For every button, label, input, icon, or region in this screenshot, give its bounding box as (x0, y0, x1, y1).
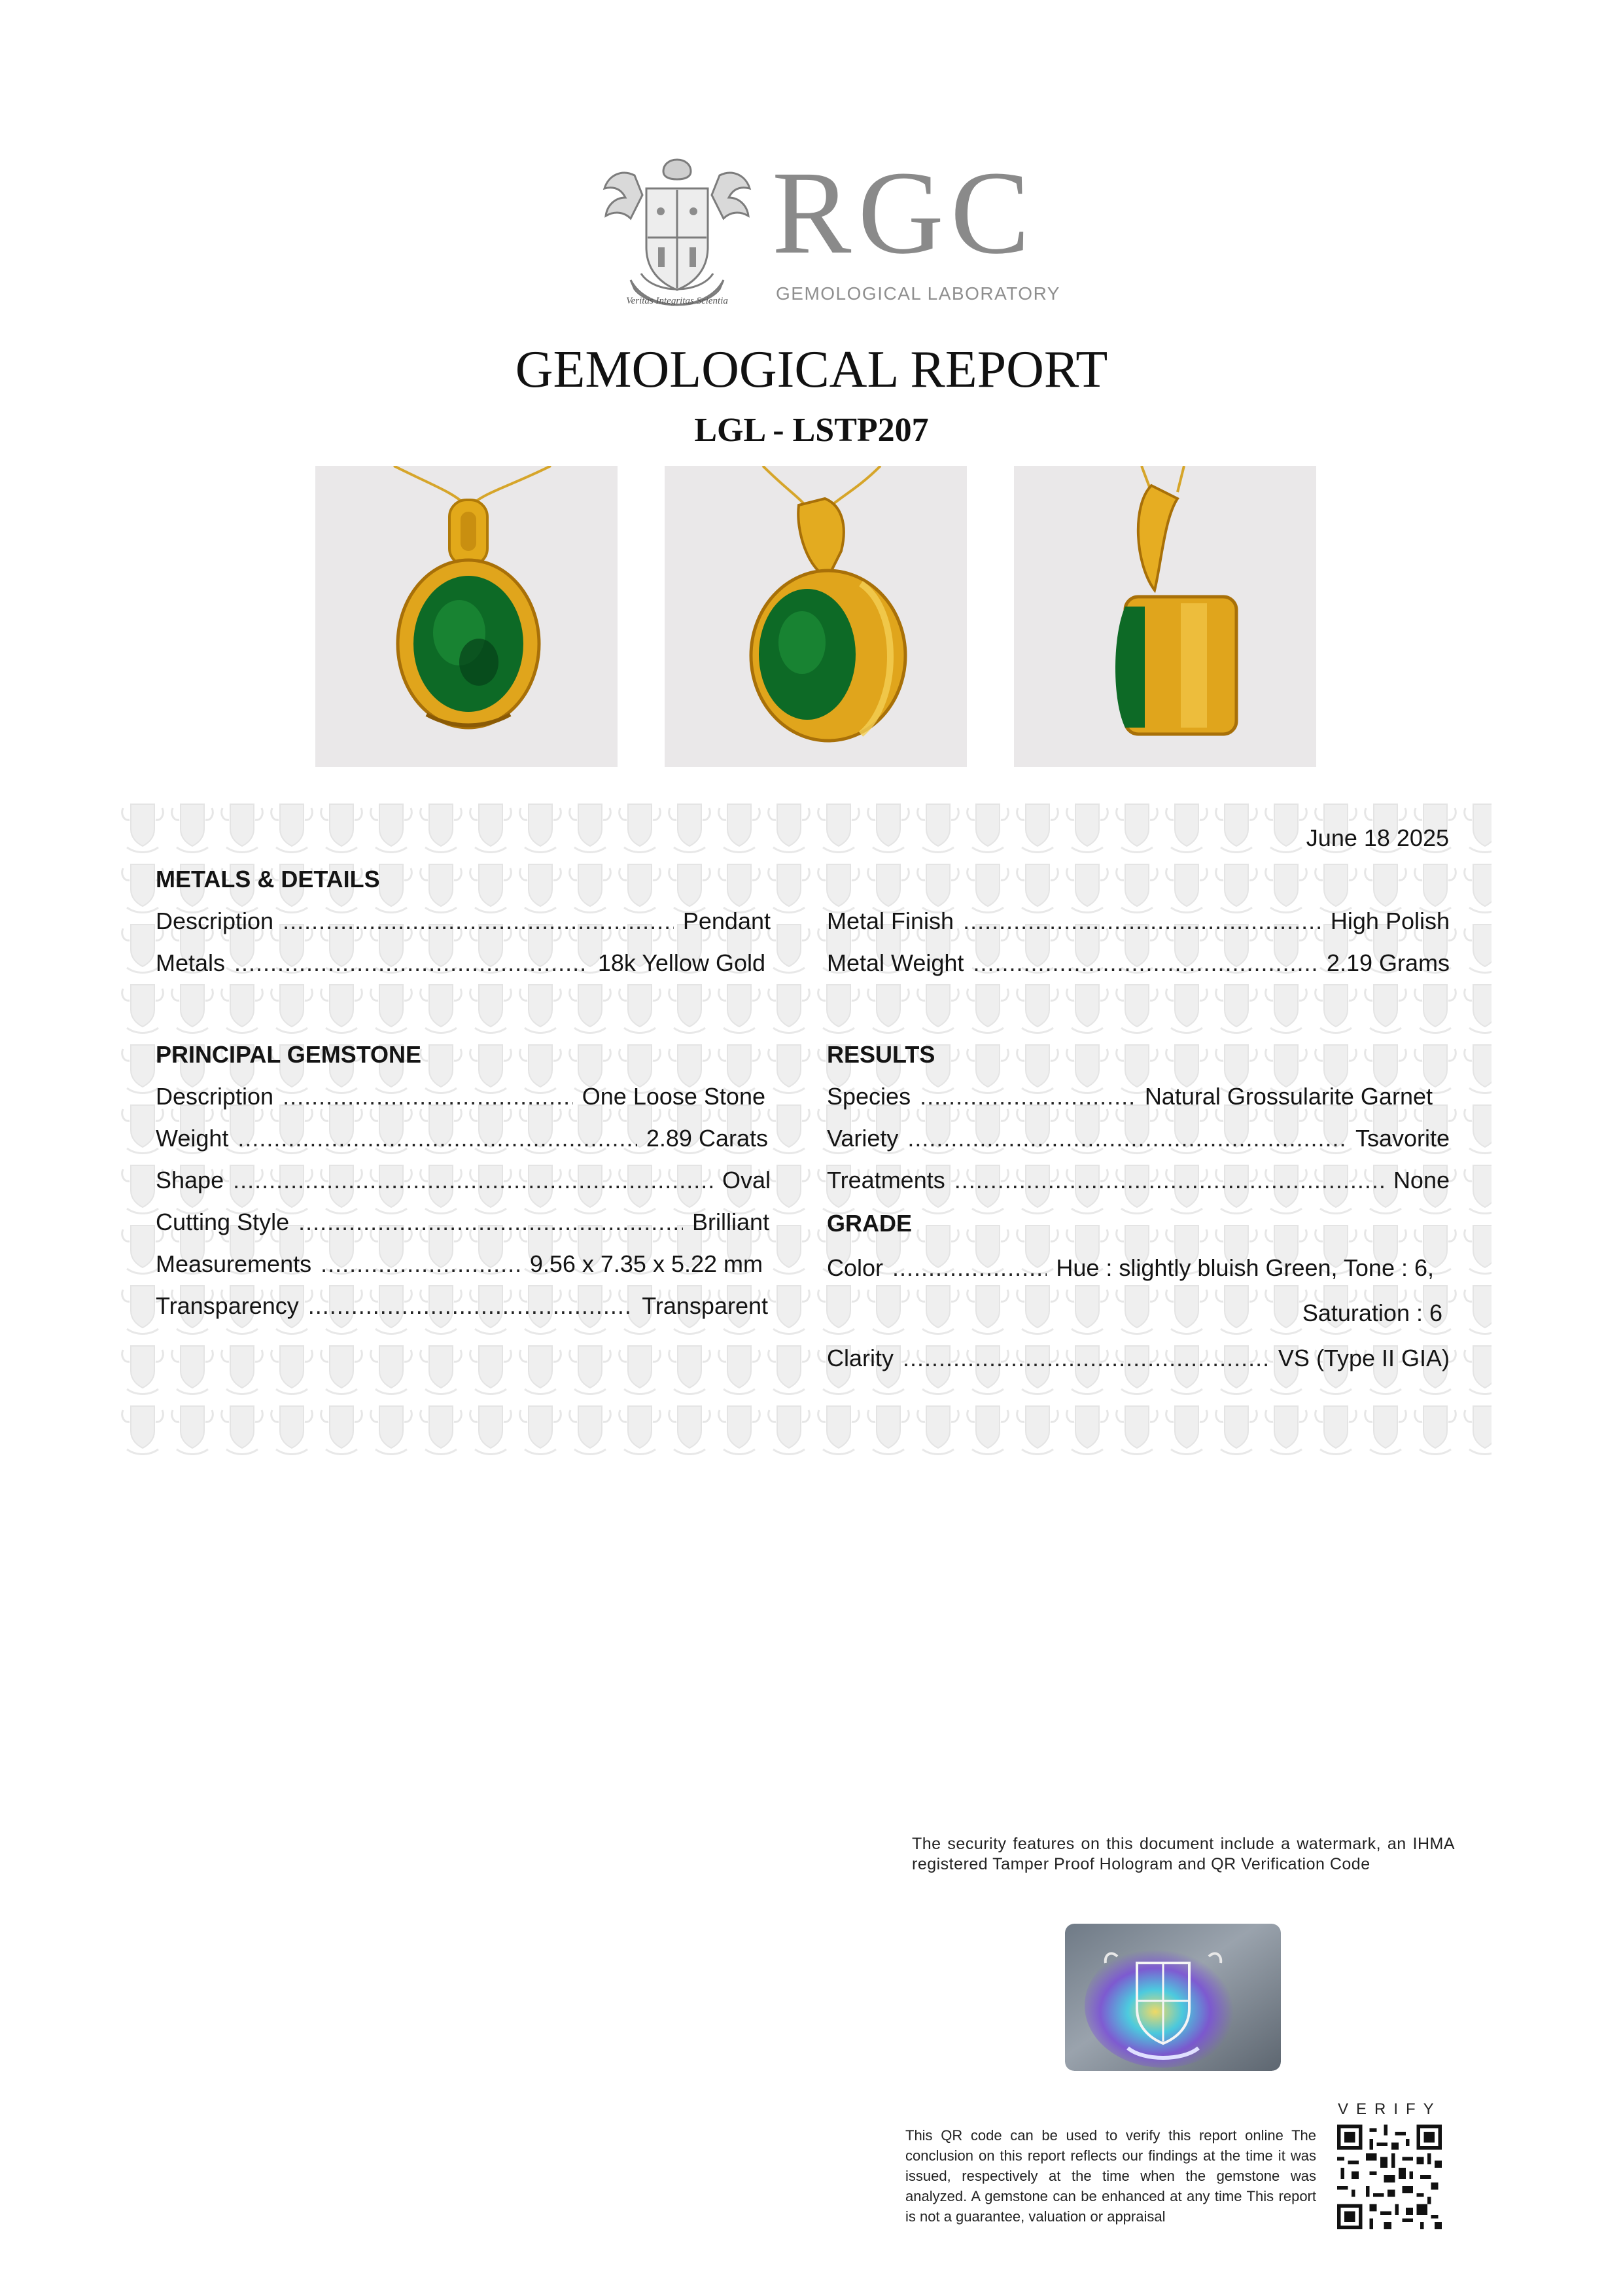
row-label: Clarity (827, 1345, 894, 1371)
leader-dots (234, 951, 589, 975)
row-value: High Polish (1330, 908, 1450, 934)
security-note: The security features on this document include a watermark, an IHMA registered Tamper Proof Hologram and QR Verification Code (912, 1835, 1455, 1873)
pendant-front-photo (315, 466, 618, 767)
leader-dots (920, 1085, 1136, 1108)
leader-dots (233, 1169, 713, 1192)
row-label: Metals (156, 949, 226, 976)
row-label: Metal Weight (827, 949, 964, 976)
logo-subtitle: GEMOLOGICAL LABORATORY (776, 283, 1060, 304)
qr-disclaimer: This QR code can be used to verify this report online The conclusion on this report reflects our findings at the time it was issued, respectively at the time when the gemstone was analyzed. A gemstone can be enhanced at any time This report is not a guarantee, valuation or appraisal (905, 2127, 1316, 2225)
crest-logo (595, 149, 759, 318)
row-value: One Loose Stone (582, 1083, 765, 1110)
gem-shape-row (156, 1169, 771, 1192)
color-grade-saturation: Saturation : 6 (1302, 1299, 1442, 1326)
row-label: Metal Finish (827, 908, 954, 934)
species-row (827, 1085, 1433, 1108)
crest-motto: Veritas Integritas Scientia (626, 296, 728, 306)
row-value: VS (Type II GIA) (1278, 1345, 1450, 1371)
leader-dots (283, 1085, 573, 1108)
variety-row (827, 1127, 1450, 1150)
gem-cutting-style-row (156, 1210, 769, 1234)
row-value: 18k Yellow Gold (597, 949, 765, 976)
row-value: Natural Grossularite Garnet (1144, 1083, 1433, 1110)
metals-row (156, 951, 765, 975)
results-heading: RESULTS (827, 1041, 935, 1068)
report-number: LGL - LSTP207 (694, 412, 929, 449)
gem-description-row (156, 1085, 765, 1108)
leader-dots (321, 1252, 521, 1276)
leader-dots (954, 1169, 1384, 1192)
leader-dots (283, 910, 674, 933)
pendant-angled-photo (665, 466, 967, 767)
row-label: Measurements (156, 1250, 312, 1277)
clarity-row (827, 1347, 1450, 1370)
row-label: Treatments (827, 1167, 945, 1193)
metals-details-heading: METALS & DETAILS (156, 866, 380, 892)
row-value: 2.19 Grams (1326, 949, 1450, 976)
grade-heading: GRADE (827, 1210, 913, 1237)
document-title: GEMOLOGICAL REPORT (515, 341, 1108, 398)
row-label: Description (156, 908, 274, 934)
treatments-row (827, 1169, 1450, 1192)
metal-finish-row (827, 910, 1450, 933)
logo-wordmark: RGC (772, 147, 1037, 279)
row-value: None (1393, 1167, 1450, 1193)
report-date: June 18 2025 (1306, 824, 1449, 851)
pendant-side-photo (1014, 466, 1316, 767)
metal-weight-row (827, 951, 1450, 975)
row-value: Tsavorite (1355, 1125, 1450, 1152)
row-value: 2.89 Carats (646, 1125, 768, 1152)
leader-dots (903, 1347, 1269, 1370)
gem-weight-row (156, 1127, 768, 1150)
qr-code[interactable] (1337, 2125, 1442, 2229)
row-value: Brilliant (691, 1209, 769, 1235)
metal-description-row (156, 910, 771, 933)
leader-dots (308, 1294, 633, 1318)
verify-label: VERIFY (1338, 2100, 1442, 2118)
leader-dots (237, 1127, 637, 1150)
leader-dots (963, 910, 1321, 933)
row-value: Transparent (642, 1292, 768, 1319)
leader-dots (973, 951, 1317, 975)
row-label: Description (156, 1083, 274, 1110)
row-value: 9.56 x 7.35 x 5.22 mm (529, 1250, 763, 1277)
gem-transparency-row (156, 1294, 768, 1318)
row-label: Variety (827, 1125, 899, 1152)
leader-dots (907, 1127, 1346, 1150)
row-label: Shape (156, 1167, 224, 1193)
row-label: Species (827, 1083, 911, 1110)
row-value: Oval (722, 1167, 771, 1193)
gem-measurements-row (156, 1252, 763, 1276)
row-label: Transparency (156, 1292, 299, 1319)
color-grade-row (827, 1256, 1434, 1280)
row-label: Color (827, 1254, 884, 1281)
row-value: Pendant (682, 908, 771, 934)
row-label: Weight (156, 1125, 229, 1152)
principal-gemstone-heading: PRINCIPAL GEMSTONE (156, 1041, 422, 1068)
leader-dots (298, 1210, 683, 1234)
row-value: Hue : slightly bluish Green, Tone : 6, (1056, 1254, 1434, 1281)
leader-dots (892, 1256, 1047, 1280)
hologram-seal (1065, 1924, 1281, 2071)
row-label: Cutting Style (156, 1209, 290, 1235)
